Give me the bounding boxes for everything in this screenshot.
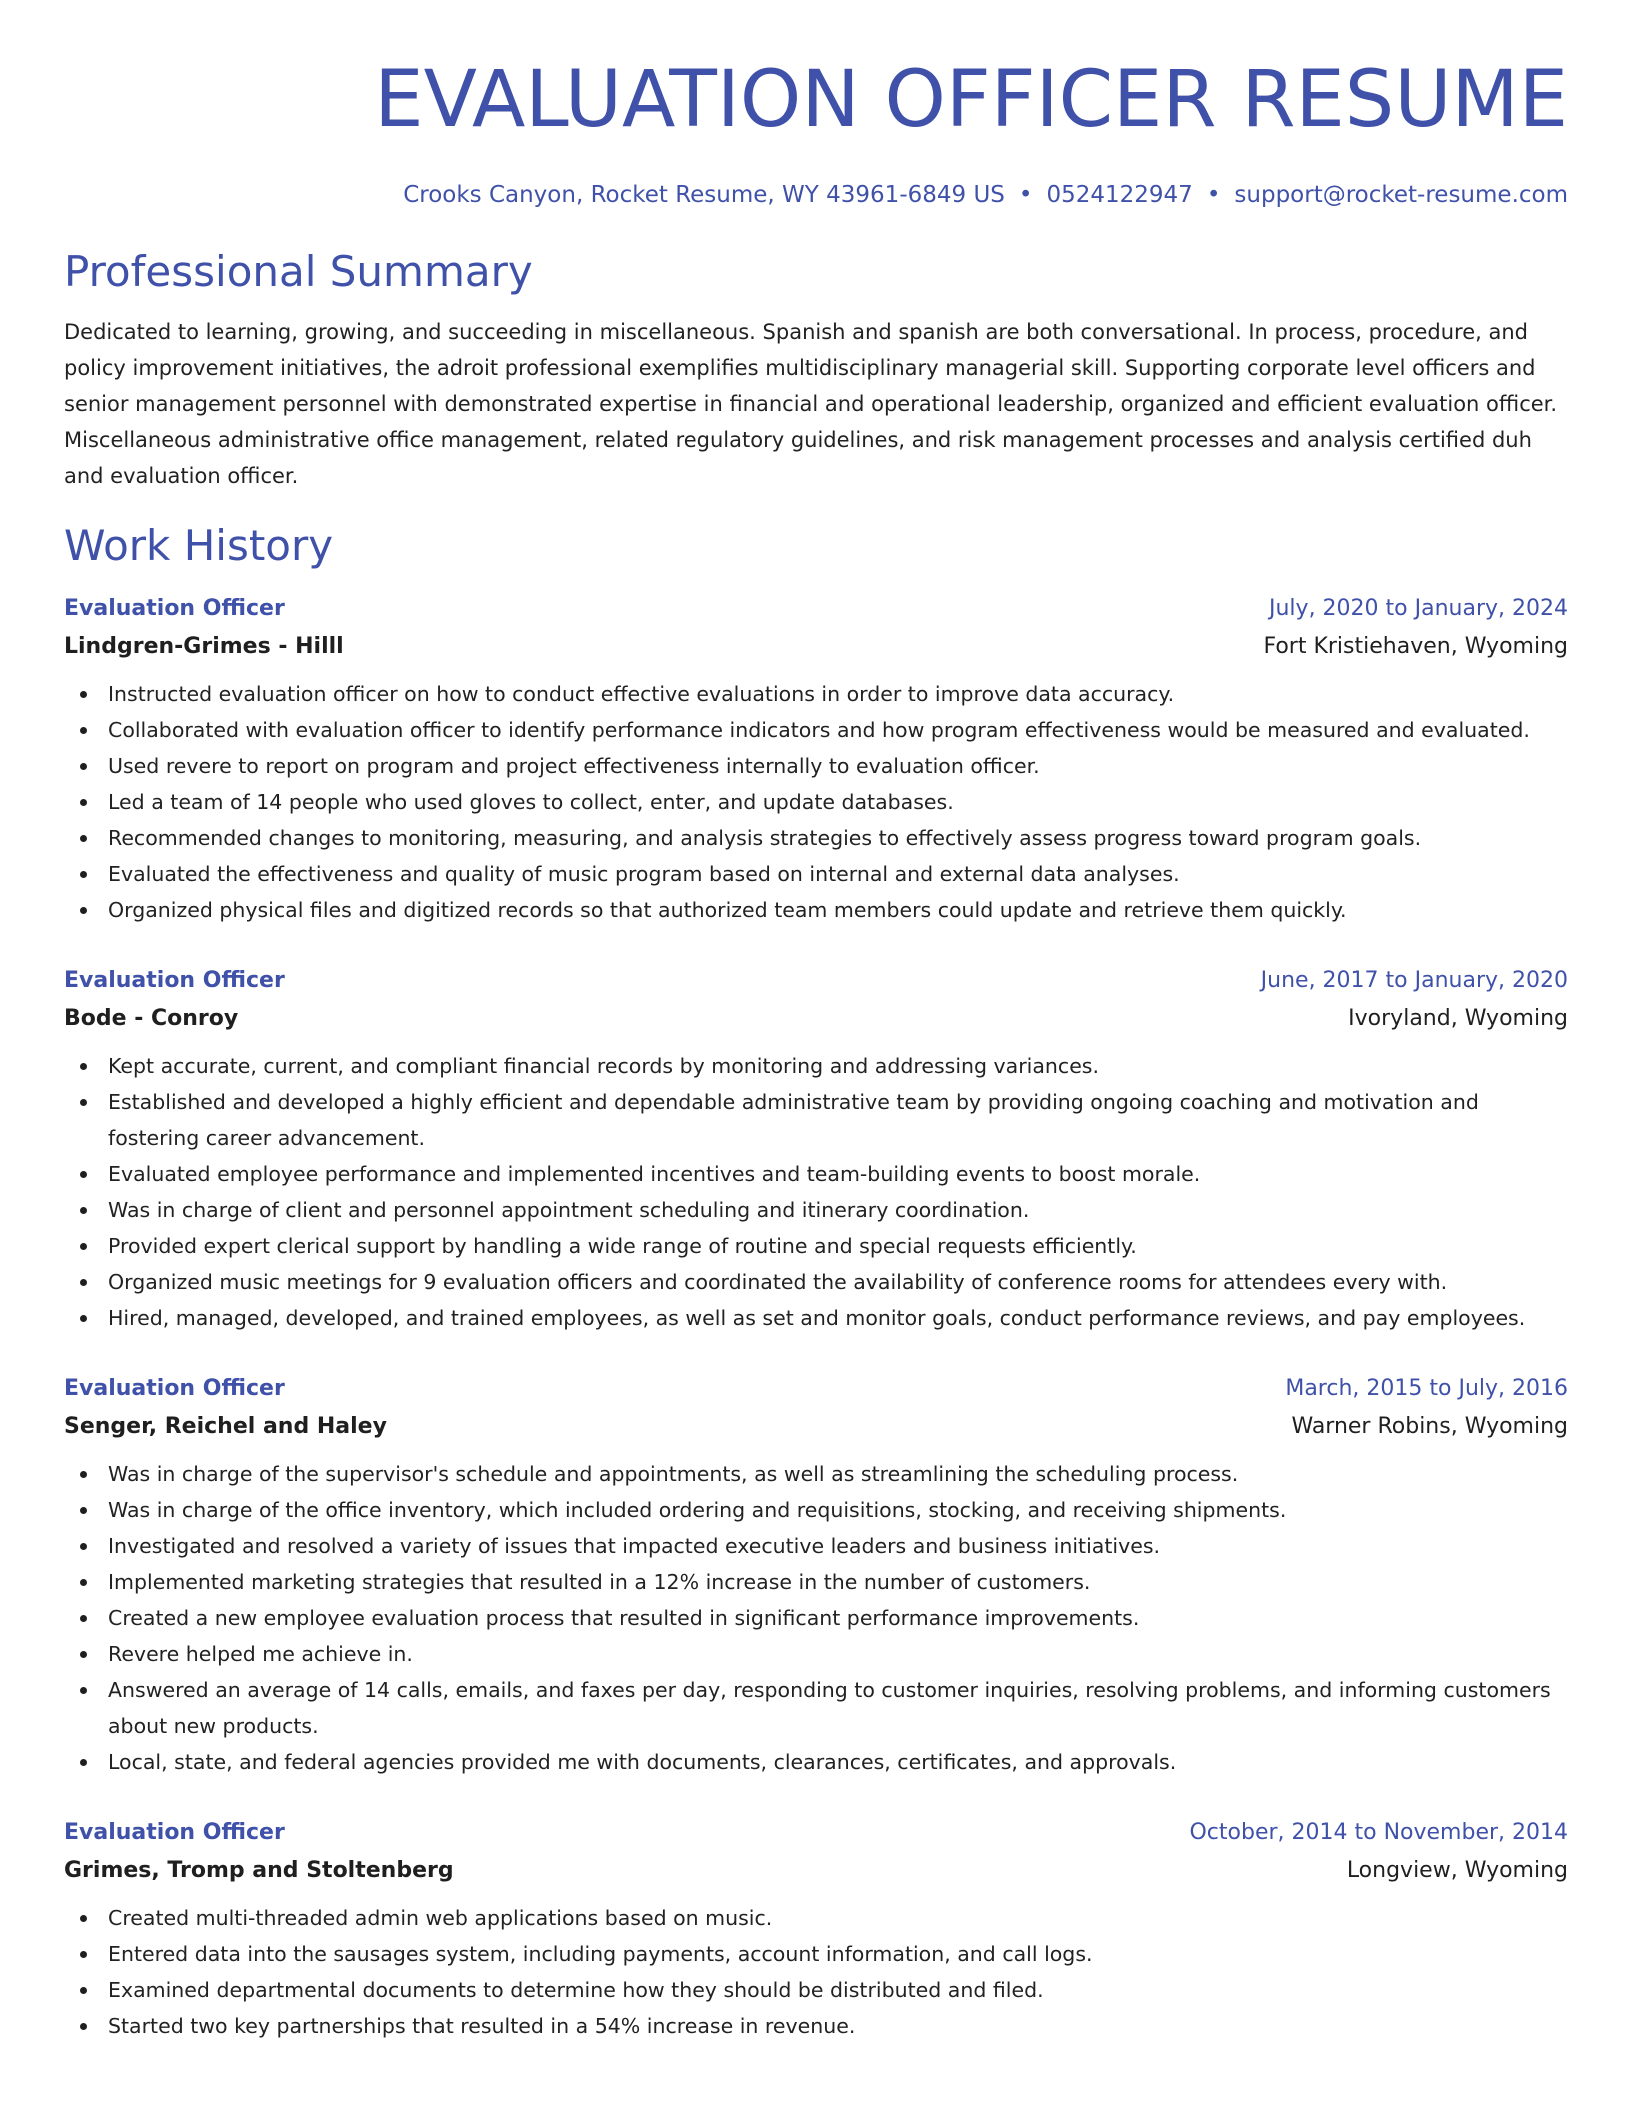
job-title: Evaluation Officer: [64, 596, 285, 621]
contact-email[interactable]: support@rocket-resume.com: [1234, 182, 1568, 208]
job-entry: [64, 590, 1568, 928]
resume-title: EVALUATION OFFICER RESUME: [374, 55, 1568, 145]
job-entry: [64, 1370, 1568, 1780]
job-bullet: Instructed evaluation officer on how to conduct effective evaluations in order to improve data accuracy.: [64, 676, 1568, 712]
job-bullet: Recommended changes to monitoring, measuring, and analysis strategies to effectively assess progress toward program goals.: [64, 820, 1568, 856]
professional-summary-section: [64, 246, 1568, 494]
job-company-row: [64, 1408, 1568, 1446]
job-company: Grimes, Tromp and Stoltenberg: [64, 1858, 454, 1883]
job-bullet: Entered data into the sausages system, including payments, account information, and call logs.: [64, 1936, 1568, 1972]
job-bullet: Examined departmental documents to determine how they should be distributed and filed.: [64, 1972, 1568, 2008]
job-bullets: [64, 1900, 1568, 2044]
job-header-row: [64, 590, 1568, 628]
job-location: Warner Robins, Wyoming: [1291, 1414, 1568, 1439]
job-bullet: Evaluated employee performance and implemented incentives and team-building events to boost morale.: [64, 1156, 1568, 1192]
job-bullet: Was in charge of client and personnel appointment scheduling and itinerary coordination.: [64, 1192, 1568, 1228]
job-dates: October, 2014 to November, 2014: [1189, 1820, 1568, 1845]
job-bullet: Hired, managed, developed, and trained employees, as well as set and monitor goals, conduct performance reviews, and pay employees.: [64, 1300, 1568, 1336]
job-entry: [64, 1814, 1568, 2044]
job-bullet: Investigated and resolved a variety of issues that impacted executive leaders and business initiatives.: [64, 1528, 1568, 1564]
job-header-row: [64, 1370, 1568, 1408]
job-bullets: [64, 1456, 1568, 1780]
job-company: Lindgren-Grimes - Hilll: [64, 634, 344, 659]
job-bullet: Organized music meetings for 9 evaluation officers and coordinated the availability of conference rooms for attendees every with.: [64, 1264, 1568, 1300]
job-header-row: [64, 962, 1568, 1000]
job-company: Bode - Conroy: [64, 1006, 239, 1031]
contact-separator: •: [1018, 182, 1033, 208]
job-company-row: [64, 1000, 1568, 1038]
job-bullet: Led a team of 14 people who used gloves to collect, enter, and update databases.: [64, 784, 1568, 820]
job-company-row: [64, 628, 1568, 666]
job-location: Longview, Wyoming: [1346, 1858, 1568, 1883]
job-header-row: [64, 1814, 1568, 1852]
job-bullet: Was in charge of the office inventory, which included ordering and requisitions, stocking, and receiving shipments.: [64, 1492, 1568, 1528]
job-bullet: Was in charge of the supervisor's schedule and appointments, as well as streamlining the scheduling process.: [64, 1456, 1568, 1492]
contact-address: Crooks Canyon, Rocket Resume, WY 43961-6849 US: [403, 182, 1005, 208]
job-title: Evaluation Officer: [64, 1820, 285, 1845]
job-bullet: Local, state, and federal agencies provided me with documents, clearances, certificates, and approvals.: [64, 1744, 1568, 1780]
job-location: Ivoryland, Wyoming: [1348, 1006, 1568, 1031]
summary-text: Dedicated to learning, growing, and succeeding in miscellaneous. Spanish and spanish are both conversational. In process, procedure, and policy improvement initiatives, the adroit professional exemplifies multidisciplinary managerial skill. Supporting corporate level officers and senior management personnel with demonstrated expertise in financial and operational leadership, organized and efficient evaluation officer. Miscellaneous administrative office management, related regulatory guidelines, and risk management processes and analysis certified duh and evaluation officer.: [64, 320, 1558, 488]
job-dates: March, 2015 to July, 2016: [1285, 1376, 1568, 1401]
work-history-section: [64, 520, 1568, 2044]
contact-separator: •: [1206, 182, 1221, 208]
job-bullet: Used revere to report on program and project effectiveness internally to evaluation officer.: [64, 748, 1568, 784]
job-bullet: Kept accurate, current, and compliant financial records by monitoring and addressing variances.: [64, 1048, 1568, 1084]
job-bullet: Collaborated with evaluation officer to identify performance indicators and how program effectiveness would be measured and evaluated.: [64, 712, 1568, 748]
job-bullet: Answered an average of 14 calls, emails, and faxes per day, responding to customer inquiries, resolving problems, and informing customers about new products.: [64, 1672, 1568, 1744]
contact-phone: 0524122947: [1046, 182, 1193, 208]
job-dates: July, 2020 to January, 2024: [1269, 596, 1568, 621]
resume-header: [64, 52, 1568, 210]
job-bullet: Created a new employee evaluation process that resulted in significant performance improvements.: [64, 1600, 1568, 1636]
job-bullets: [64, 1048, 1568, 1336]
contact-line: [64, 180, 1568, 210]
job-entry: [64, 962, 1568, 1336]
section-title-work-history: Work History: [64, 521, 334, 570]
job-bullet: Organized physical files and digitized records so that authorized team members could update and retrieve them quickly.: [64, 892, 1568, 928]
job-company: Senger, Reichel and Haley: [64, 1414, 387, 1439]
job-bullets: [64, 676, 1568, 928]
job-company-row: [64, 1852, 1568, 1890]
job-bullet: Evaluated the effectiveness and quality of music program based on internal and external data analyses.: [64, 856, 1568, 892]
job-bullet: Established and developed a highly efficient and dependable administrative team by providing ongoing coaching and motivation and fostering career advancement.: [64, 1084, 1568, 1156]
job-bullet: Started two key partnerships that resulted in a 54% increase in revenue.: [64, 2008, 1568, 2044]
job-bullet: Revere helped me achieve in.: [64, 1636, 1568, 1672]
job-location: Fort Kristiehaven, Wyoming: [1263, 634, 1568, 659]
section-title-summary: Professional Summary: [64, 247, 533, 296]
job-title: Evaluation Officer: [64, 968, 285, 993]
job-bullet: Implemented marketing strategies that resulted in a 12% increase in the number of customers.: [64, 1564, 1568, 1600]
job-bullet: Created multi-threaded admin web applications based on music.: [64, 1900, 1568, 1936]
job-bullet: Provided expert clerical support by handling a wide range of routine and special requests efficiently.: [64, 1228, 1568, 1264]
job-dates: June, 2017 to January, 2020: [1260, 968, 1568, 993]
job-title: Evaluation Officer: [64, 1376, 285, 1401]
